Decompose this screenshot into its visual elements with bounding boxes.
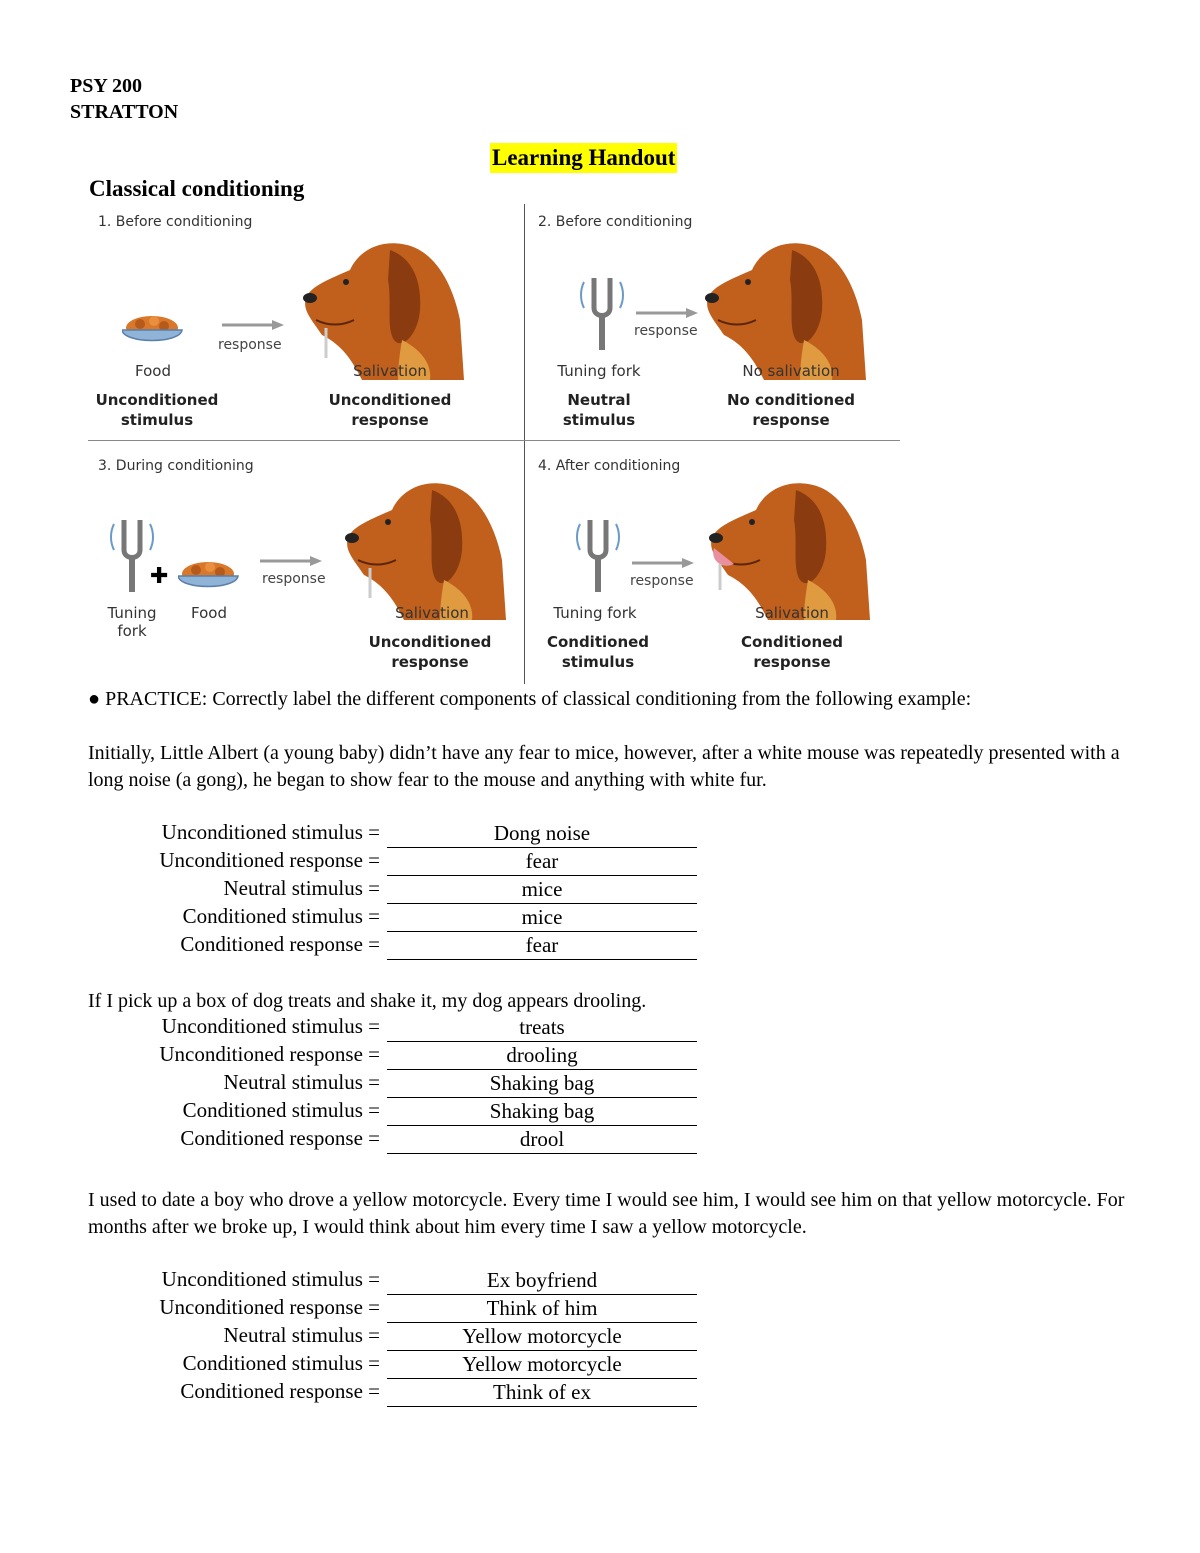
panel-2-left-label: Neutral stimulus <box>562 391 636 429</box>
answer-row <box>0 1267 700 1295</box>
example-1-text: Initially, Little Albert (a young baby) didn’t have any fear to mice, however, after a white mouse was repeatedly presented with a long noise (a gong), he began to show fear to the mouse and anything with white fur. <box>88 742 1120 791</box>
answer-field[interactable]: mice <box>387 876 697 904</box>
panel-4-response: response <box>630 573 694 589</box>
answer-row <box>0 1379 700 1407</box>
practice-prompt: ● PRACTICE: Correctly label the different components of classical conditioning from the following example: <box>88 688 972 710</box>
panel-1-right-caption: Salivation <box>353 362 427 380</box>
panel-3-left-caption: Tuning fork <box>107 604 157 640</box>
answer-field[interactable]: mice <box>387 904 697 932</box>
arrow-icon <box>260 556 326 568</box>
panel-4-right-caption: Salivation <box>755 604 829 622</box>
answer-row <box>0 1351 700 1379</box>
answer-label: Conditioned response = <box>180 932 380 956</box>
answer-label: Neutral stimulus = <box>223 1323 380 1347</box>
answer-field[interactable]: drool <box>387 1126 697 1154</box>
tuning-fork-icon <box>110 520 154 596</box>
answer-row <box>0 820 700 848</box>
answer-field[interactable]: Shaking bag <box>387 1070 697 1098</box>
answer-row <box>0 1042 700 1070</box>
panel-3-response: response <box>262 571 326 587</box>
panel-3-mid-caption: Food <box>191 604 227 622</box>
answer-field[interactable]: Yellow motorcycle <box>387 1323 697 1351</box>
example-2-text: If I pick up a box of dog treats and shake it, my dog appears drooling. <box>88 990 647 1012</box>
answer-label: Unconditioned response = <box>159 848 380 872</box>
answer-field[interactable]: Think of ex <box>387 1379 697 1407</box>
answer-label: Conditioned stimulus = <box>182 1351 380 1375</box>
arrow-icon <box>636 308 702 320</box>
food-bowl-icon <box>178 560 242 594</box>
answer-field[interactable]: Shaking bag <box>387 1098 697 1126</box>
answer-label: Conditioned response = <box>180 1126 380 1150</box>
instructor-name: STRATTON <box>70 101 179 123</box>
answer-field[interactable]: fear <box>387 932 697 960</box>
panel-2-title: 2. Before conditioning <box>538 214 693 230</box>
panel-2-response: response <box>634 323 698 339</box>
answer-row <box>0 1323 700 1351</box>
answer-label: Unconditioned stimulus = <box>161 1014 380 1038</box>
answer-row <box>0 1098 700 1126</box>
panel-1-title: 1. Before conditioning <box>98 214 253 230</box>
conditioning-diagram <box>88 204 900 684</box>
answer-label: Neutral stimulus = <box>223 876 380 900</box>
tuning-fork-icon <box>580 278 624 354</box>
answer-label: Unconditioned stimulus = <box>161 820 380 844</box>
answer-label: Unconditioned response = <box>159 1042 380 1066</box>
answer-field[interactable]: Yellow motorcycle <box>387 1351 697 1379</box>
food-bowl-icon <box>122 314 186 348</box>
answer-label: Unconditioned stimulus = <box>161 1267 380 1291</box>
answer-field[interactable]: drooling <box>387 1042 697 1070</box>
vertical-divider <box>524 204 525 684</box>
answer-label: Conditioned stimulus = <box>182 1098 380 1122</box>
arrow-icon <box>632 558 698 570</box>
panel-2-left-caption: Tuning fork <box>557 362 641 380</box>
panel-3-right-label: Unconditioned response <box>368 633 492 671</box>
section-title: Classical conditioning <box>89 176 305 201</box>
handout-title: Learning Handout <box>490 143 677 173</box>
panel-1-left-caption: Food <box>135 362 171 380</box>
answer-field[interactable]: Dong noise <box>387 820 697 848</box>
answer-label: Conditioned response = <box>180 1379 380 1403</box>
answer-label: Neutral stimulus = <box>223 1070 380 1094</box>
panel-4-right-label: Conditioned response <box>740 633 844 671</box>
answer-row <box>0 876 700 904</box>
answer-row <box>0 1070 700 1098</box>
answer-field[interactable]: treats <box>387 1014 697 1042</box>
panel-3-right-caption: Salivation <box>395 604 469 622</box>
answer-field[interactable]: fear <box>387 848 697 876</box>
plus-icon: ✚ <box>150 564 169 589</box>
answer-row <box>0 1126 700 1154</box>
panel-2-right-caption: No salivation <box>742 362 840 380</box>
answer-label: Conditioned stimulus = <box>182 904 380 928</box>
panel-3-title: 3. During conditioning <box>98 458 254 474</box>
answer-field[interactable]: Think of him <box>387 1295 697 1323</box>
example-1-answers <box>0 820 700 960</box>
answer-row <box>0 932 700 960</box>
panel-4-title: 4. After conditioning <box>538 458 681 474</box>
answer-row <box>0 1295 700 1323</box>
example-2-answers <box>0 1014 700 1154</box>
answer-row <box>0 904 700 932</box>
example-3-answers <box>0 1267 700 1407</box>
panel-1-left-label: Unconditioned stimulus <box>95 391 219 429</box>
answer-row <box>0 848 700 876</box>
answer-label: Unconditioned response = <box>159 1295 380 1319</box>
panel-1-right-label: Unconditioned response <box>328 391 452 429</box>
answer-row <box>0 1014 700 1042</box>
panel-1-response: response <box>218 337 282 353</box>
example-3-text: I used to date a boy who drove a yellow motorcycle. Every time I would see him, I would see him on that yellow motorcycle. For months after we broke up, I would think about him every time I saw a yellow motorcycle. <box>88 1189 1125 1238</box>
tuning-fork-icon <box>576 520 620 596</box>
panel-4-left-label: Conditioned stimulus <box>546 633 650 671</box>
answer-field[interactable]: Ex boyfriend <box>387 1267 697 1295</box>
horizontal-divider <box>88 440 900 441</box>
panel-4-left-caption: Tuning fork <box>553 604 637 622</box>
arrow-icon <box>222 320 288 332</box>
course-code: PSY 200 <box>70 75 143 97</box>
panel-2-right-label: No conditioned response <box>726 391 856 429</box>
